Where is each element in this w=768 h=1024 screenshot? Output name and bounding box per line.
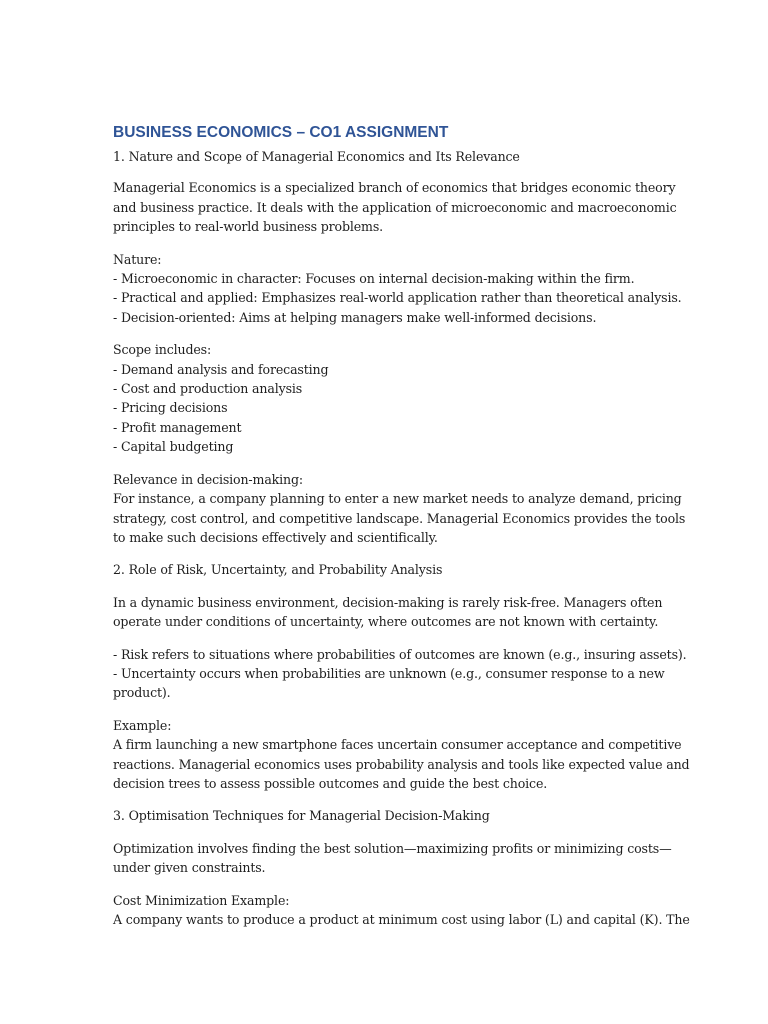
text-line: Cost Minimization Example: (113, 892, 290, 908)
text-line: principles to real-world business problems. (113, 219, 384, 235)
text-line: 3. Optimisation Techniques for Managerial Decision-Making (113, 808, 490, 824)
list-item: - Demand analysis and forecasting (113, 361, 329, 377)
paragraph (113, 250, 682, 328)
paragraph (113, 716, 690, 794)
document-page (113, 123, 690, 929)
text-line: strategy, cost control, and competitive landscape. Managerial Economics provides the tools (113, 510, 686, 526)
section-heading (113, 147, 673, 166)
section-heading (113, 806, 673, 825)
text-line: Example: (113, 717, 172, 733)
list-item: - Risk refers to situations where probabilities of outcomes are known (e.g., insuring assets). (113, 646, 687, 662)
paragraph (113, 839, 673, 878)
text-line: to make such decisions effectively and scientifically. (113, 529, 438, 545)
text-line: Managerial Economics is a specialized branch of economics that bridges economic theory (113, 180, 676, 196)
paragraph (113, 470, 686, 548)
text-line: reactions. Managerial economics uses probability analysis and tools like expected value and (113, 756, 690, 772)
text-line: product). (113, 685, 171, 701)
list-item: - Cost and production analysis (113, 381, 303, 397)
text-line: 2. Role of Risk, Uncertainty, and Probability Analysis (113, 562, 443, 578)
section-heading (113, 560, 673, 579)
text-line: Scope includes: (113, 342, 212, 358)
text-line: In a dynamic business environment, decision-making is rarely risk-free. Managers often (113, 594, 663, 610)
text-line: under given constraints. (113, 860, 266, 876)
list-item: - Microeconomic in character: Focuses on internal decision-making within the firm. (113, 271, 635, 287)
list-item: - Decision-oriented: Aims at helping managers make well-informed decisions. (113, 309, 597, 325)
list-item: - Profit management (113, 419, 242, 435)
paragraph (113, 891, 690, 930)
text-line: 1. Nature and Scope of Managerial Economics and Its Relevance (113, 149, 520, 164)
text-line: and business practice. It deals with the application of microeconomic and macroeconomic (113, 199, 677, 215)
list-item: - Uncertainty occurs when probabilities are unknown (e.g., consumer response to a new (113, 665, 665, 681)
text-line: decision trees to assess possible outcomes and guide the best choice. (113, 775, 548, 791)
list-item: - Practical and applied: Emphasizes real-world application rather than theoretical analysis. (113, 290, 682, 306)
text-line: A company wants to produce a product at minimum cost using labor (L) and capital (K). The (113, 912, 690, 927)
paragraph (113, 340, 673, 456)
text-line: Nature: (113, 251, 162, 267)
text-line: operate under conditions of uncertainty, where outcomes are not known with certainty. (113, 614, 659, 630)
list-item: - Capital budgeting (113, 439, 234, 455)
text-line: A firm launching a new smartphone faces uncertain consumer acceptance and competitive (113, 737, 682, 753)
paragraph (113, 645, 687, 703)
paragraph (113, 178, 677, 236)
document-title: BUSINESS ECONOMICS – CO1 ASSIGNMENT (113, 124, 449, 141)
text-line: Optimization involves finding the best solution—maximizing profits or minimizing costs— (113, 840, 672, 856)
list-item: - Pricing decisions (113, 400, 228, 416)
paragraph (113, 593, 673, 632)
text-line: For instance, a company planning to enter a new market needs to analyze demand, pricing (113, 491, 682, 507)
text-line: Relevance in decision-making: (113, 471, 304, 487)
